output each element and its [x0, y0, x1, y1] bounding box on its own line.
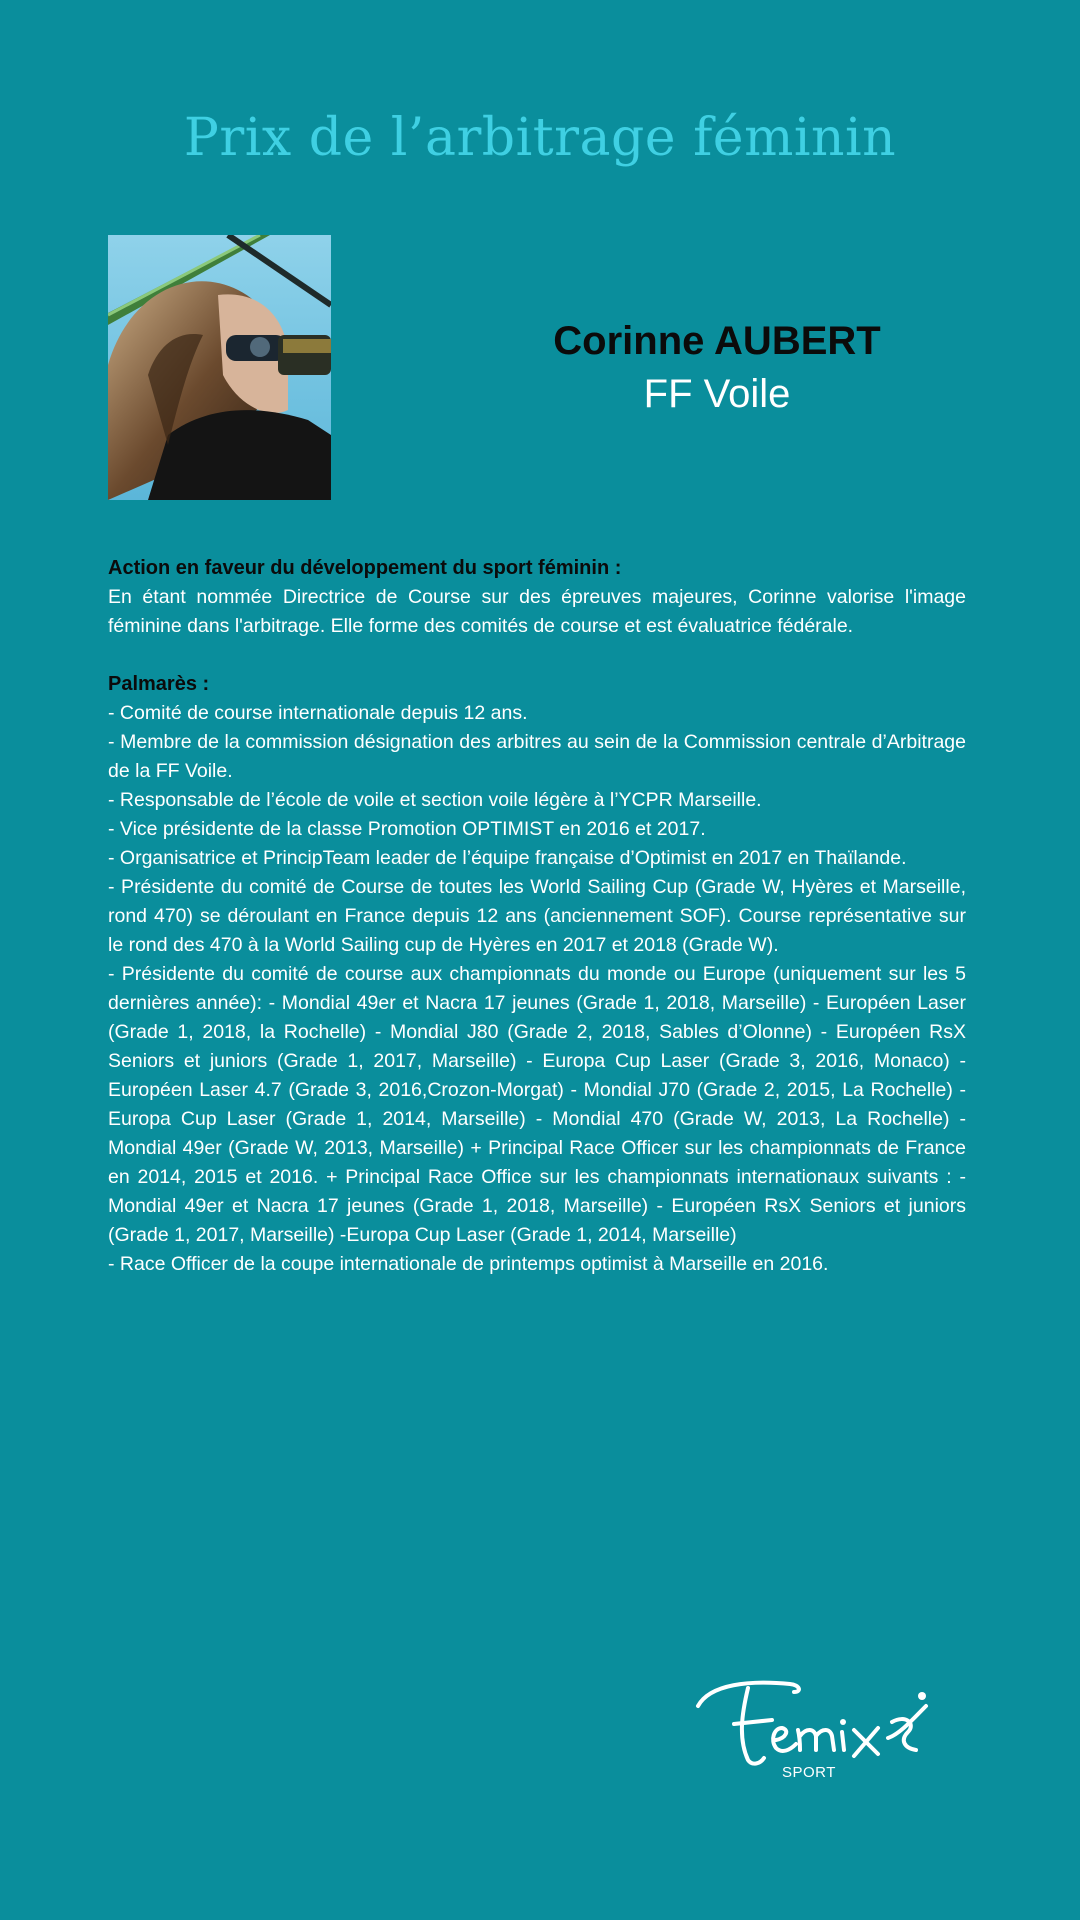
palmares-item: - Membre de la commission désignation des arbitres au sein de la Commission centrale d’Arbitrage de la FF Voile. — [108, 731, 966, 782]
person-name: Corinne AUBERT — [553, 319, 881, 363]
palmares-item: - Vice présidente de la classe Promotion OPTIMIST en 2016 et 2017. — [108, 818, 706, 840]
femix-sport-logo — [690, 1678, 938, 1786]
page-title: Prix de l’arbitrage féminin — [183, 108, 897, 168]
palmares-item: - Organisatrice et PrincipTeam leader de l’équipe française d’Optimist en 2017 en Thaïlande. — [108, 847, 907, 869]
palmares-item: - Comité de course internationale depuis 12 ans. — [108, 702, 528, 724]
person-organization: FF Voile — [643, 372, 791, 416]
content — [108, 554, 966, 1279]
action-heading: Action en faveur du développement du sport féminin : — [108, 557, 622, 579]
portrait-photo — [108, 235, 331, 500]
palmares-item: - Race Officer de la coupe internationale de printemps optimist à Marseille en 2016. — [108, 1253, 829, 1275]
palmares-item: - Responsable de l’école de voile et section voile légère à l’YCPR Marseille. — [108, 789, 762, 811]
logo-sport-text: SPORT — [782, 1764, 836, 1781]
femix-wordmark-icon — [690, 1678, 938, 1768]
action-text: En étant nommée Directrice de Course sur des épreuves majeures, Corinne valorise l'image féminine dans l'arbitrage. Elle forme des comités de course et est évaluatrice fédérale. — [108, 586, 966, 637]
palmares-item: - Présidente du comité de course aux championnats du monde ou Europe (uniquement sur les 5 dernières année): - Mondial 49er et Nacra 17 jeunes (Grade 1, 2018, Marseille) - Européen Laser (Grade 1, 2018, la Rochelle) - Mondial J80 (Grade 2, 2018, Sables d’Olonne) - Européen RsX Seniors et juniors (Grade 1, 2017, Marseille) - Europa Cup Laser (Grade 3, 2016, Monaco) - Européen Laser 4.7 (Grade 3, 2016,Crozon-Morgat) - Mondial J70 (Grade 2, 2015, La Rochelle) - Europa Cup Laser (Grade 1, 2014, Marseille) - Mondial 470 (Grade W, 2013, La Rochelle) - Mondial 49er (Grade W, 2013, Marseille) + Principal Race Officer sur les championnats de France en 2014, 2015 et 2016. + Principal Race Office sur les championnats internationaux suivants : - Mondial 49er et Nacra 17 jeunes (Grade 1, 2018, Marseille) - Européen RsX Seniors et juniors (Grade 1, 2017, Marseille) -Europa Cup Laser (Grade 1, 2014, Marseille) — [108, 963, 966, 1246]
name-block — [500, 315, 934, 421]
palmares-item: - Présidente du comité de Course de toutes les World Sailing Cup (Grade W, Hyères et Marseille, rond 470) se déroulant en France depuis 12 ans (anciennement SOF). Course représentative sur le rond des 470 à la World Sailing cup de Hyères en 2017 et 2018 (Grade W). — [108, 876, 966, 956]
palmares-heading: Palmarès : — [108, 673, 210, 695]
